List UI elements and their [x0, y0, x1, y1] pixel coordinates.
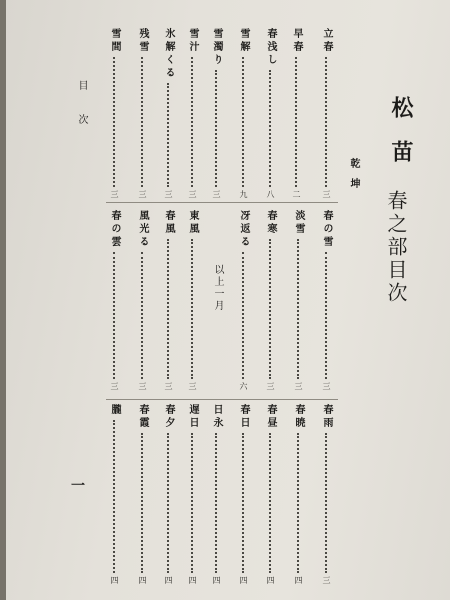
toc-leader-dots — [113, 420, 115, 573]
toc-entry-title: 雪間 — [109, 28, 120, 54]
toc-leader-dots — [242, 252, 244, 379]
toc-leader-dots — [242, 57, 244, 187]
toc-page-number: 三 — [138, 382, 147, 390]
toc-leader-dots — [141, 433, 143, 573]
toc-entry — [107, 404, 121, 584]
toc-page-number: 三 — [212, 190, 221, 198]
toc-entry — [263, 210, 277, 390]
toc-entry-title: 雪解 — [238, 28, 249, 54]
toc-leader-dots — [167, 83, 169, 187]
toc-entry — [263, 404, 277, 584]
toc-leader-dots — [141, 252, 143, 379]
toc-entry-title: 冴返る — [238, 210, 249, 249]
toc-entry-title: 春夕 — [163, 404, 174, 430]
toc-entry — [236, 210, 250, 390]
toc-entry-title: 春浅し — [265, 28, 276, 67]
book-title: 松苗 — [388, 96, 414, 184]
toc-page-number: 三 — [110, 382, 119, 390]
toc-page-number: 三 — [322, 382, 331, 390]
month-note: 以上一月 — [212, 264, 223, 312]
toc-page-number: 四 — [164, 576, 173, 584]
toc-page-number: 三 — [322, 576, 331, 584]
toc-entry — [135, 28, 149, 198]
toc-page-number: 四 — [110, 576, 119, 584]
toc-page-number: 三 — [164, 382, 173, 390]
toc-leader-dots — [215, 433, 217, 573]
toc-entry-title: 春暁 — [293, 404, 304, 430]
toc-entry-title: 風光る — [137, 210, 148, 249]
toc-entry — [185, 28, 199, 198]
toc-page-number: 三 — [110, 190, 119, 198]
toc-leader-dots — [167, 433, 169, 573]
toc-entry-title: 春日 — [238, 404, 249, 430]
toc-entry — [107, 28, 121, 198]
toc-entry — [319, 210, 333, 390]
section-heading: 乾坤 — [348, 158, 359, 198]
toc-entry-title: 残雪 — [137, 28, 148, 54]
toc-entry-title: 春雨 — [321, 404, 332, 430]
toc-leader-dots — [113, 57, 115, 187]
toc-leader-dots — [297, 239, 299, 379]
toc-leader-dots — [325, 433, 327, 573]
toc-entry — [135, 404, 149, 584]
toc-page-number: 四 — [188, 576, 197, 584]
toc-leader-dots — [242, 433, 244, 573]
toc-page-number: 三 — [266, 382, 275, 390]
page-subtitle: 春之部目次 — [384, 190, 408, 305]
toc-page-number: 二 — [292, 190, 301, 198]
toc-page-number: 三 — [164, 190, 173, 198]
toc-entry-title: 雪濁り — [211, 28, 222, 67]
toc-leader-dots — [297, 433, 299, 573]
toc-entry — [209, 28, 223, 198]
toc-entry-title: 朧 — [109, 404, 120, 417]
toc-entry — [291, 404, 305, 584]
divider-upper — [106, 202, 338, 203]
toc-leader-dots — [167, 239, 169, 379]
toc-leader-dots — [113, 252, 115, 379]
toc-entry — [135, 210, 149, 390]
running-title: 目次 — [76, 80, 87, 148]
toc-entry-title: 雪汁 — [187, 28, 198, 54]
toc-page-number: 三 — [294, 382, 303, 390]
toc-entry — [263, 28, 277, 198]
toc-entry-title: 春昼 — [265, 404, 276, 430]
toc-entry — [161, 28, 175, 198]
toc-leader-dots — [325, 57, 327, 187]
toc-entry-title: 春寒 — [265, 210, 276, 236]
toc-entry-title: 東風 — [187, 210, 198, 236]
toc-leader-dots — [325, 252, 327, 379]
toc-entry-title: 立春 — [321, 28, 332, 54]
toc-leader-dots — [215, 70, 217, 187]
toc-page-number: 四 — [239, 576, 248, 584]
toc-entry-title: 春の雪 — [321, 210, 332, 249]
toc-leader-dots — [295, 57, 297, 187]
toc-entry — [161, 210, 175, 390]
toc-entry — [291, 210, 305, 390]
toc-leader-dots — [191, 57, 193, 187]
book-page — [6, 0, 450, 600]
toc-entry-title: 春風 — [163, 210, 174, 236]
page-folio: 一 — [69, 478, 85, 492]
toc-entry — [161, 404, 175, 584]
toc-leader-dots — [141, 57, 143, 187]
toc-entry-title: 早春 — [291, 28, 302, 54]
toc-page-number: 三 — [188, 382, 197, 390]
toc-entry — [107, 210, 121, 390]
toc-entry-title: 氷解くる — [163, 28, 174, 80]
toc-entry-title: 春の雲 — [109, 210, 120, 249]
toc-page-number: 四 — [266, 576, 275, 584]
toc-entry-title: 春霞 — [137, 404, 148, 430]
toc-leader-dots — [191, 239, 193, 379]
toc-page-number: 三 — [188, 190, 197, 198]
toc-leader-dots — [269, 239, 271, 379]
toc-entry — [236, 404, 250, 584]
toc-leader-dots — [191, 433, 193, 573]
toc-page-number: 四 — [294, 576, 303, 584]
toc-entry — [236, 28, 250, 198]
toc-page-number: 三 — [138, 190, 147, 198]
divider-lower — [106, 399, 338, 400]
toc-entry-title: 日永 — [211, 404, 222, 430]
toc-entry — [185, 210, 199, 390]
toc-entry-title: 淡雪 — [293, 210, 304, 236]
toc-page-number: 八 — [266, 190, 275, 198]
toc-leader-dots — [269, 70, 271, 187]
toc-page-number: 四 — [212, 576, 221, 584]
toc-entry-title: 遅日 — [187, 404, 198, 430]
toc-leader-dots — [269, 433, 271, 573]
toc-entry — [289, 28, 303, 198]
toc-entry — [209, 404, 223, 584]
toc-entry — [185, 404, 199, 584]
toc-entry — [319, 404, 333, 584]
toc-page-number: 九 — [239, 190, 248, 198]
toc-page-number: 六 — [239, 382, 248, 390]
toc-entry — [319, 28, 333, 198]
toc-page-number: 三 — [322, 190, 331, 198]
toc-page-number: 四 — [138, 576, 147, 584]
